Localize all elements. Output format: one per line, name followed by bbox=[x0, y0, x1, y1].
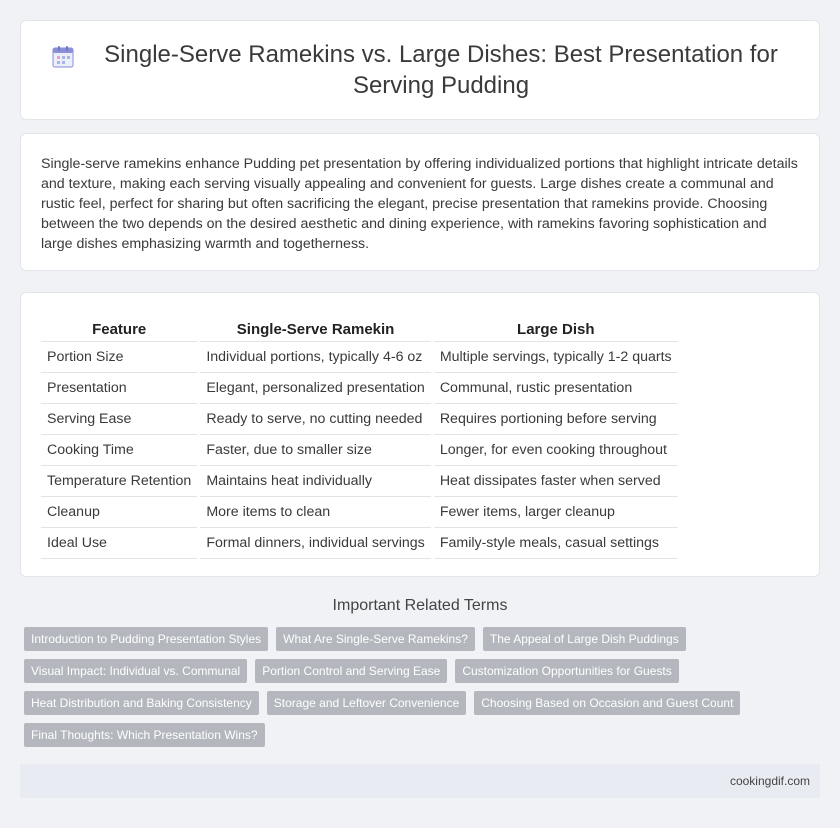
table-row bbox=[41, 342, 678, 373]
large-dish-cell: Longer, for even cooking throughout bbox=[434, 435, 678, 466]
ramekin-cell: Ready to serve, no cutting needed bbox=[200, 404, 430, 435]
feature-cell: Portion Size bbox=[41, 342, 197, 373]
header-large-dish: Large Dish bbox=[434, 313, 678, 342]
header-feature: Feature bbox=[41, 313, 197, 342]
table-row bbox=[41, 528, 678, 559]
intro-paragraph: Single-serve ramekins enhance Pudding pet presentation by offering individualized portions that highlight intricate details and texture, making each serving visually appealing and convenient for guests. Large dishes create a communal and rustic feel, perfect for sharing but often sacrificing the elegant, precise presentation that ramekins provide. Choosing between the two depends on the desired aesthetic and dining experience, with ramekins favoring sophistication and large dishes emphasizing warmth and togetherness. bbox=[41, 156, 798, 252]
ramekin-cell: Maintains heat individually bbox=[200, 466, 430, 497]
feature-cell: Temperature Retention bbox=[41, 466, 197, 497]
related-tag[interactable]: Introduction to Pudding Presentation Styles bbox=[24, 627, 268, 651]
feature-cell: Presentation bbox=[41, 373, 197, 404]
related-tag[interactable]: The Appeal of Large Dish Puddings bbox=[483, 627, 686, 651]
related-tag[interactable]: Heat Distribution and Baking Consistency bbox=[24, 691, 259, 715]
ramekin-cell: Faster, due to smaller size bbox=[200, 435, 430, 466]
title-card bbox=[20, 20, 820, 120]
intro-card bbox=[20, 133, 820, 271]
table-row bbox=[41, 404, 678, 435]
related-tag[interactable]: Customization Opportunities for Guests bbox=[455, 659, 678, 683]
table-row bbox=[41, 435, 678, 466]
related-tag[interactable]: Choosing Based on Occasion and Guest Count bbox=[474, 691, 740, 715]
related-tag[interactable]: Final Thoughts: Which Presentation Wins? bbox=[24, 723, 265, 747]
page-title: Single-Serve Ramekins vs. Large Dishes: Best Presentation for Serving Pudding bbox=[104, 41, 778, 99]
large-dish-cell: Requires portioning before serving bbox=[434, 404, 678, 435]
related-tag[interactable]: Portion Control and Serving Ease bbox=[255, 659, 447, 683]
large-dish-cell: Heat dissipates faster when served bbox=[434, 466, 678, 497]
large-dish-cell: Multiple servings, typically 1-2 quarts bbox=[434, 342, 678, 373]
ramekin-cell: Formal dinners, individual servings bbox=[200, 528, 430, 559]
related-terms-section bbox=[20, 597, 820, 755]
table-header-row bbox=[41, 313, 678, 342]
table-row bbox=[41, 373, 678, 404]
related-tag[interactable]: What Are Single-Serve Ramekins? bbox=[276, 627, 475, 651]
related-tags bbox=[20, 627, 820, 755]
comparison-table bbox=[38, 313, 681, 559]
large-dish-cell: Communal, rustic presentation bbox=[434, 373, 678, 404]
related-tag[interactable]: Visual Impact: Individual vs. Communal bbox=[24, 659, 247, 683]
header-ramekin: Single-Serve Ramekin bbox=[200, 313, 430, 342]
footer bbox=[20, 764, 820, 798]
feature-cell: Serving Ease bbox=[41, 404, 197, 435]
title-wrap bbox=[50, 39, 790, 101]
related-tag[interactable]: Storage and Leftover Convenience bbox=[267, 691, 466, 715]
ramekin-cell: More items to clean bbox=[200, 497, 430, 528]
comparison-card bbox=[20, 292, 820, 577]
footer-site[interactable]: cookingdif.com bbox=[729, 774, 810, 788]
large-dish-cell: Family-style meals, casual settings bbox=[434, 528, 678, 559]
feature-cell: Cooking Time bbox=[41, 435, 197, 466]
ramekin-cell: Elegant, personalized presentation bbox=[200, 373, 430, 404]
feature-cell: Ideal Use bbox=[41, 528, 197, 559]
related-terms-title: Important Related Terms bbox=[332, 597, 508, 614]
ramekin-cell: Individual portions, typically 4-6 oz bbox=[200, 342, 430, 373]
table-row bbox=[41, 497, 678, 528]
table-row bbox=[41, 466, 678, 497]
large-dish-cell: Fewer items, larger cleanup bbox=[434, 497, 678, 528]
feature-cell: Cleanup bbox=[41, 497, 197, 528]
calendar-icon bbox=[50, 44, 76, 70]
